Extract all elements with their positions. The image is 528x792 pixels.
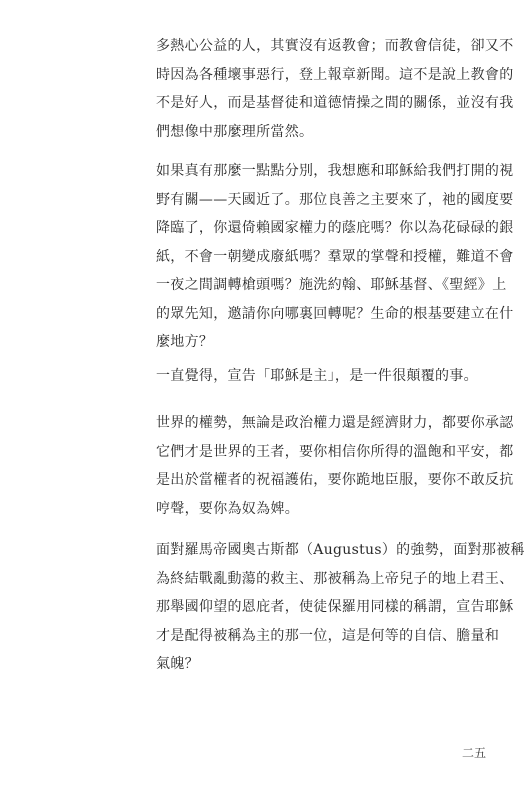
text-line: 不是好人，而是基督徒和道德情操之間的關係，並沒有我: [156, 95, 514, 111]
text-line: 降臨了，你還倚賴國家權力的蔭庇嗎？你以為花碌碌的銀: [156, 220, 514, 236]
text-line: 一夜之間調轉槍頭嗎？施洗約翰、耶穌基督、《聖經》上: [156, 277, 507, 293]
text-line: 麼地方？: [156, 334, 214, 350]
paragraph-4: [156, 409, 514, 523]
page-number: 二五: [462, 746, 487, 760]
text-line: 才是配得被稱為主的那一位，這是何等的自信、膽量和: [156, 627, 500, 644]
paragraph-3: [156, 362, 494, 391]
text-line: 多熱心公益的人，其實沒有返教會；而教會信徒，卻又不: [156, 38, 514, 54]
text-line: 面對羅馬帝國奧古斯都（Augustus）的強勢，面對那被稱: [156, 542, 525, 558]
text-line: 是出於當權者的祝福護佑，要你跪地臣服，要你不敢反抗: [156, 472, 514, 488]
text-line: 世界的權勢，無論是政治權力還是經濟財力，都要你承認: [156, 415, 514, 431]
text-line: 為終結戰亂動蕩的救主、那被稱為上帝兒子的地上君王、: [156, 570, 514, 587]
text-line: 的眾先知，邀請你向哪裏回轉呢？生命的根基要建立在什: [156, 305, 514, 322]
text-line: 氣魄？: [156, 656, 199, 672]
text-line: 它們才是世界的王者，要你相信你所得的溫飽和平安，都: [156, 443, 514, 460]
text-line: 哼聲，要你為奴為婢。: [156, 500, 299, 517]
paragraph-2: [156, 157, 514, 357]
text-line: 時因為各種壞事惡行，登上報章新聞。這不是說上教會的: [156, 66, 514, 83]
text-line: 一直覺得，宣告「耶穌是主」，是一件很顛覆的事。: [156, 368, 478, 384]
text-line: 紙，不會一朝變成廢紙嗎？羣眾的掌聲和授權，難道不會: [156, 248, 514, 265]
text-line: 那舉國仰望的恩庇者，使徒保羅用同樣的稱謂，宣告耶穌: [156, 599, 514, 615]
paragraph-1: [156, 32, 514, 146]
text-line: 野有關——天國近了。那位良善之主要來了，祂的國度要: [156, 191, 514, 208]
paragraph-5: [156, 536, 525, 679]
text-line: 們想像中那麼理所當然。: [156, 123, 314, 140]
text-line: 如果真有那麼一點點分別，我想應和耶穌給我們打開的視: [156, 163, 514, 179]
